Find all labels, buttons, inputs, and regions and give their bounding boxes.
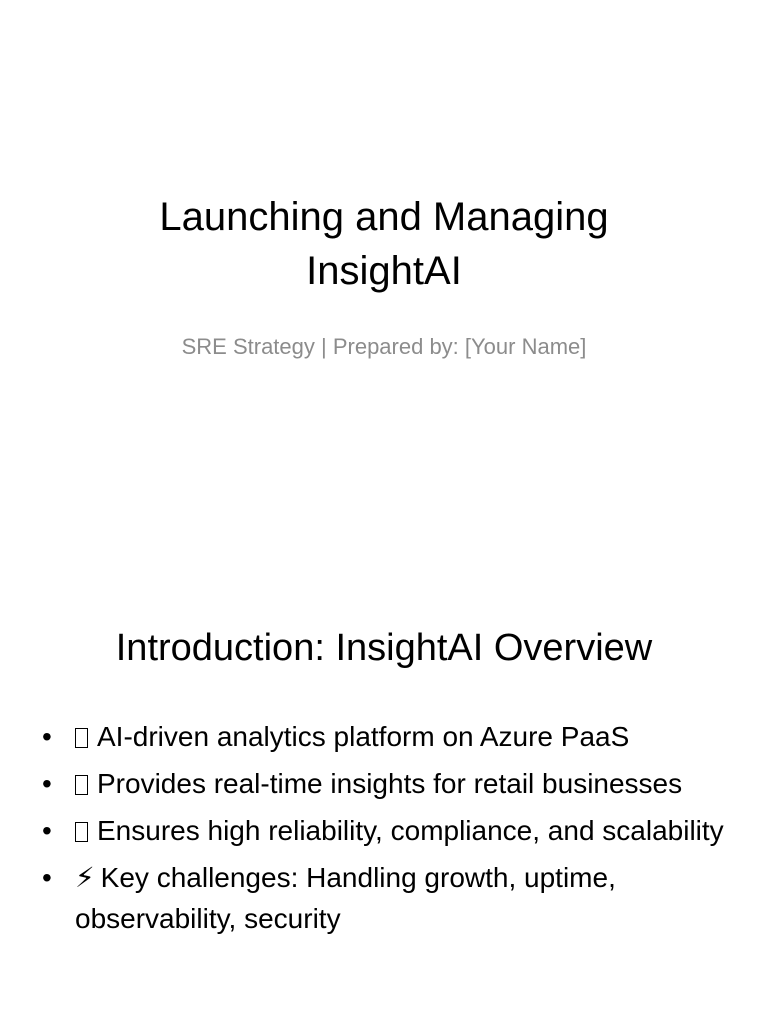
missing-glyph-icon bbox=[75, 822, 88, 842]
list-item bbox=[0, 857, 768, 939]
bullet-dot-icon: • bbox=[42, 862, 52, 893]
list-item bbox=[0, 763, 768, 804]
title-line-2: InsightAI bbox=[306, 249, 462, 293]
slide-title bbox=[60, 190, 708, 298]
bullet-text: Ensures high reliability, compliance, and scalability bbox=[97, 815, 724, 846]
bullet-text: Key challenges: Handling growth, uptime, observability, security bbox=[75, 862, 616, 934]
bullet-text: AI-driven analytics platform on Azure PaaS bbox=[97, 721, 630, 752]
bullet-text: Provides real-time insights for retail businesses bbox=[97, 768, 683, 799]
missing-glyph-icon bbox=[75, 775, 88, 795]
bullet-dot-icon: • bbox=[42, 721, 52, 752]
title-line-1: Launching and Managing bbox=[159, 195, 609, 239]
missing-glyph-icon bbox=[75, 728, 88, 748]
slide-subtitle: SRE Strategy | Prepared by: [Your Name] bbox=[181, 334, 587, 359]
bullet-dot-icon: • bbox=[42, 768, 52, 799]
bullet-dot-icon: • bbox=[42, 815, 52, 846]
lightning-icon: ⚡ bbox=[75, 862, 95, 893]
list-item bbox=[0, 810, 768, 851]
bullet-list bbox=[0, 716, 768, 945]
intro-slide bbox=[0, 576, 768, 1024]
list-item bbox=[0, 716, 768, 757]
intro-heading: Introduction: InsightAI Overview bbox=[115, 627, 653, 669]
